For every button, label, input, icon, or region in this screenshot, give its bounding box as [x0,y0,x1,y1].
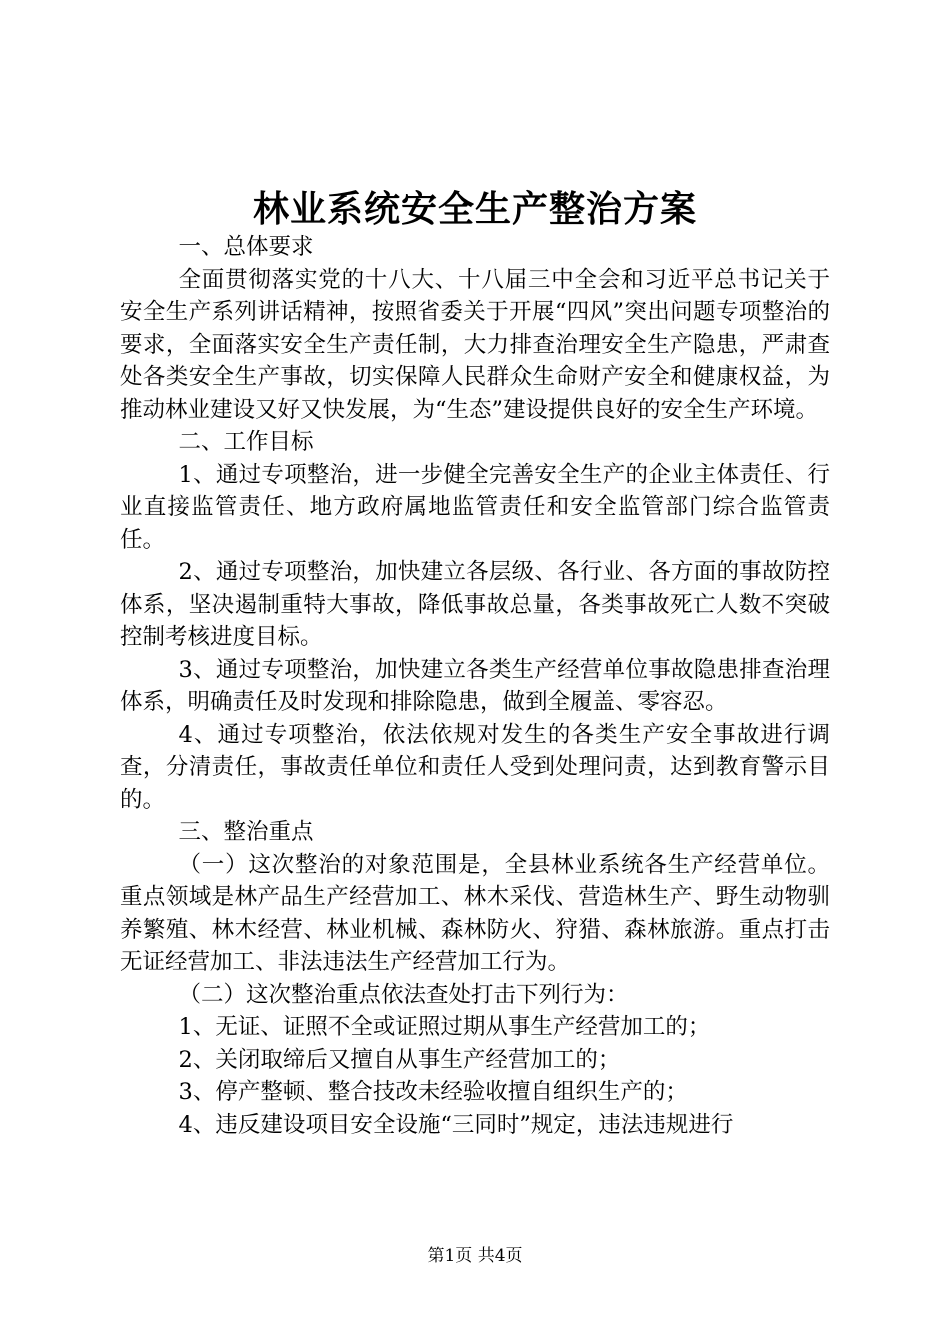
list-item: 2、关闭取缔后又擅自从事生产经营加工的； [178,1046,621,1073]
paragraph: （一）这次整治的对象范围是，全县林业系统各生产经营单位。重点领域是林产品生产经营加工、林木采伐、营造林生产、野生动物驯养繁殖、林木经营、林业机械、森林防火、狩猎、森林旅游。重点打击无证经营加工、非法违法生产经营加工行为。 [120,851,830,975]
page-number-footer: 第1页 共4页 [427,1246,523,1266]
paragraph: 2、通过专项整治，加快建立各层级、各行业、各方面的事故防控体系，坚决遏制重特大事故，降低事故总量，各类事故死亡人数不突破控制考核进度目标。 [120,559,830,650]
list-item: 4、违反建设项目安全设施“三同时”规定，违法违规进行 [178,1111,734,1138]
document-body [120,231,830,1141]
section-heading: 三、整治重点 [178,819,314,845]
section-heading: 一、总体要求 [178,234,314,260]
paragraph: 3、通过专项整治，加快建立各类生产经营单位事故隐患排查治理体系，明确责任及时发现和排除隐患，做到全履盖、零容忍。 [120,656,830,715]
document-title: 林业系统安全生产整治方案 [252,188,697,230]
paragraph: 全面贯彻落实党的十八大、十八届三中全会和习近平总书记关于安全生产系列讲话精神，按照省委关于开展“四风”突出问题专项整治的要求，全面落实安全生产责任制，大力排查治理安全生产隐患，严肃查处各类安全生产事故，切实保障人民群众生命财产安全和健康权益，为推动林业建设又好又快发展，为“生态”建设提供良好的安全生产环境。 [120,266,830,423]
list-item: 1、无证、证照不全或证照过期从事生产经营加工的； [178,1014,711,1040]
paragraph: 1、通过专项整治，进一步健全完善安全生产的企业主体责任、行业直接监管责任、地方政府属地监管责任和安全监管部门综合监管责任。 [120,461,830,553]
paragraph: 4、通过专项整治，依法依规对发生的各类生产安全事故进行调查，分清责任，事故责任单位和责任人受到处理问责，达到教育警示目的。 [120,721,830,813]
section-heading: 二、工作目标 [178,429,314,455]
paragraph: （二）这次整治重点依法查处打击下列行为： [178,981,629,1008]
list-item: 3、停产整顿、整合技改未经验收擅自组织生产的； [178,1079,688,1105]
